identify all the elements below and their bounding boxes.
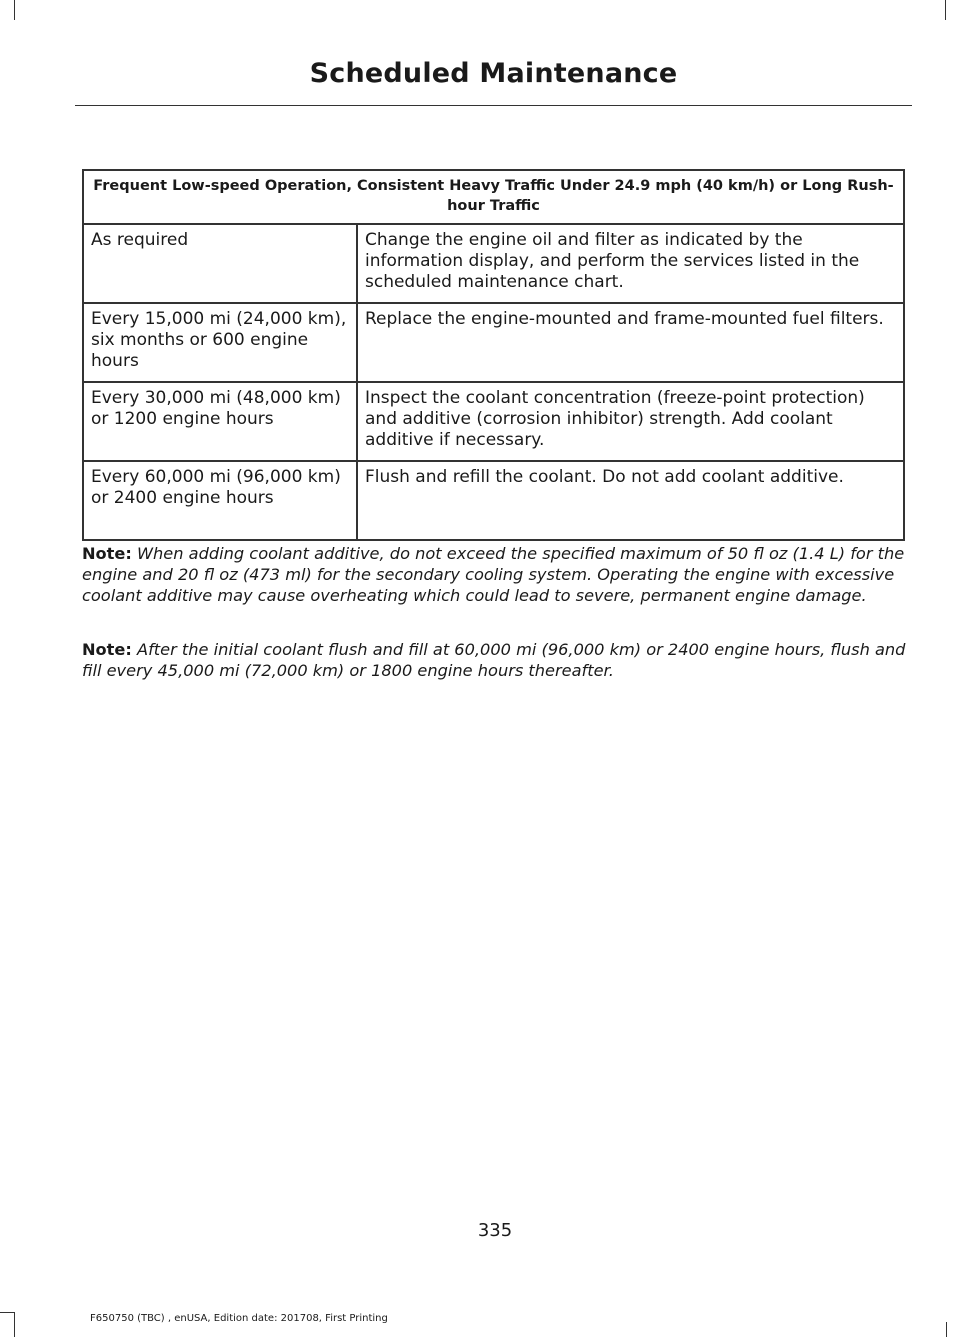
note-paragraph [82,543,908,606]
action-cell: Inspect the coolant concentration (freeze-point protection) and additive (corrosion inhibitor) strength. Add coolant additive if necessary. [357,382,904,461]
page-number: 335 [477,1220,513,1241]
crop-mark [14,0,15,20]
action-cell: Change the engine oil and filter as indicated by the information display, and perform the services listed in the scheduled maintenance chart. [357,224,904,303]
interval-cell: Every 15,000 mi (24,000 km), six months or 600 engine hours [83,303,357,382]
table-row [83,382,904,461]
crop-mark [945,0,946,20]
table-heading: Frequent Low-speed Operation, Consistent Heavy Traffic Under 24.9 mph (40 km/h) or Long Rush-hour Traffic [83,170,904,224]
action-cell: Replace the engine-mounted and frame-mounted fuel filters. [357,303,904,382]
interval-cell: Every 30,000 mi (48,000 km) or 1200 engine hours [83,382,357,461]
table-row [83,303,904,382]
action-cell: Flush and refill the coolant. Do not add coolant additive. [357,461,904,540]
note-label: Note: [82,640,132,659]
note-text: When adding coolant additive, do not exceed the specified maximum of 50 fl oz (1.4 L) for the engine and 20 fl oz (473 ml) for the secondary cooling system. Operating the engine with excessive coolant additive may cause overheating which could lead to severe, permanent engine damage. [82,544,905,605]
interval-cell: As required [83,224,357,303]
crop-mark [0,1312,14,1313]
note-label: Note: [82,544,132,563]
section-title: Scheduled Maintenance [309,58,678,89]
maintenance-table [82,169,905,541]
table-header-row [83,170,904,224]
note-paragraph [82,639,908,681]
interval-cell: Every 60,000 mi (96,000 km) or 2400 engine hours [83,461,357,540]
crop-mark [946,1322,947,1337]
crop-mark [14,1312,15,1337]
edition-info: F650750 (TBC) , enUSA, Edition date: 201708, First Printing [90,1313,388,1324]
note-text: After the initial coolant flush and fill at 60,000 mi (96,000 km) or 2400 engine hours, flush and fill every 45,000 mi (72,000 km) or 1800 engine hours thereafter. [82,640,906,680]
table-row [83,461,904,540]
table-row [83,224,904,303]
header-divider [75,105,912,106]
